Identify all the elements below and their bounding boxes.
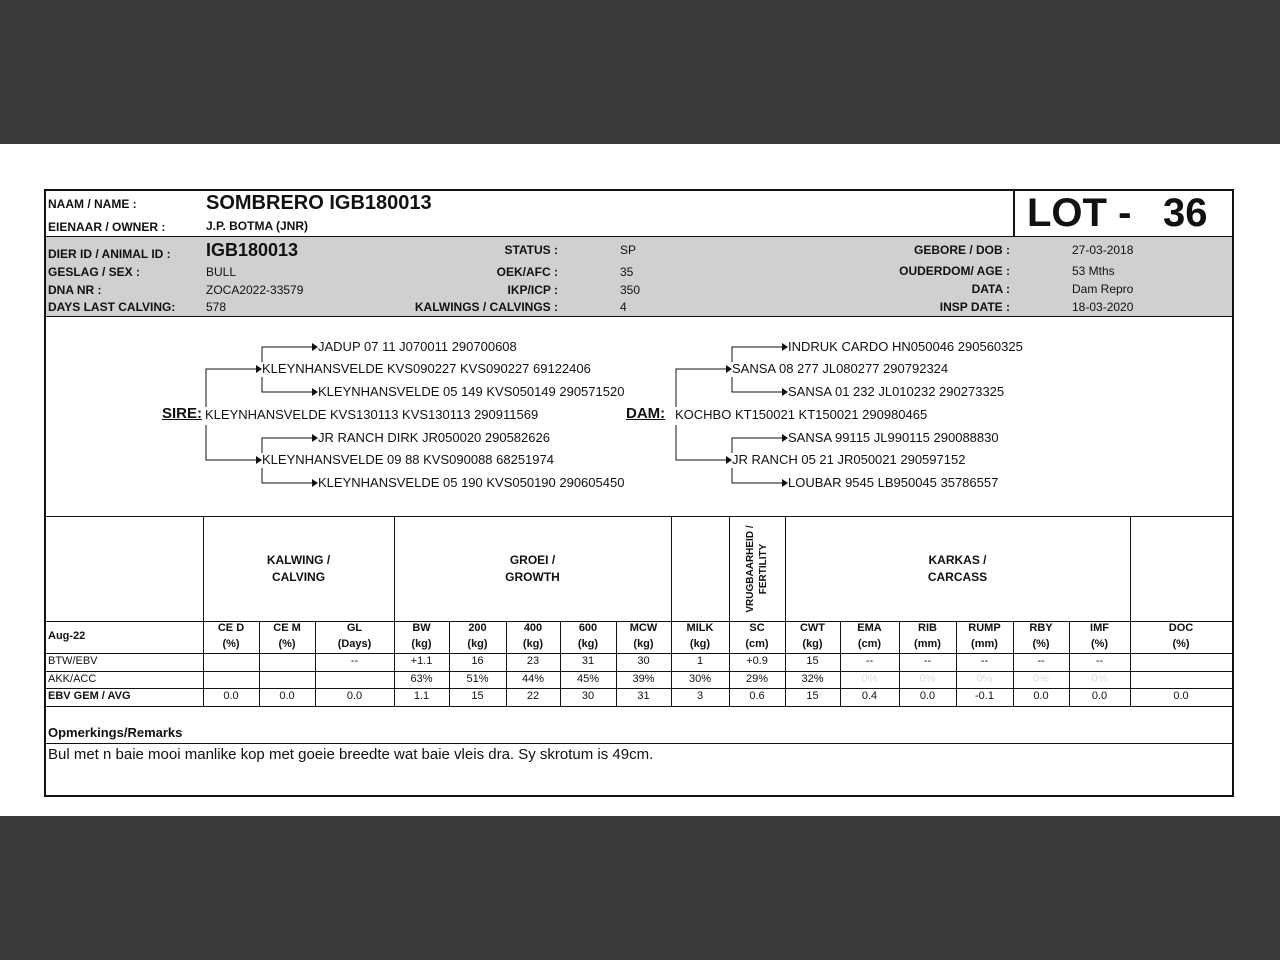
table-cell: 0.0 <box>1091 690 1108 702</box>
table-cell: 45% <box>576 673 600 685</box>
age-value: 53 Mths <box>1072 264 1115 278</box>
column-name: DOC <box>1168 622 1194 634</box>
sire-label: SIRE: <box>162 405 203 422</box>
group-calving <box>203 552 394 586</box>
column-name: RIB <box>918 622 937 634</box>
row-label-ebv: BTW/EBV <box>48 655 98 667</box>
column-name: 200 <box>468 622 487 634</box>
table-cell: 0.0 <box>1033 690 1049 702</box>
column-header-sc <box>729 620 785 652</box>
table-cell: 39% <box>632 673 655 685</box>
sex-value: BULL <box>206 265 237 279</box>
table-cell: 63% <box>410 673 433 685</box>
lot-label: LOT - <box>1027 191 1132 235</box>
table-cell: 23 <box>526 655 540 667</box>
column-header-400 <box>506 620 560 652</box>
days-value: 578 <box>206 300 227 314</box>
icp-value: 350 <box>620 283 641 297</box>
table-cell: -- <box>923 655 932 667</box>
dam-sire: SANSA 08 277 JL080277 290792324 <box>732 361 949 376</box>
table-cell: 0% <box>919 673 936 685</box>
table-cell: 51% <box>466 673 489 685</box>
sire-sire-dam: KLEYNHANSVELDE 05 149 KVS050149 290571520 <box>318 384 625 399</box>
column-unit: (Days) <box>337 638 372 650</box>
column-header-cwt <box>785 620 840 652</box>
group-fertility-line1: VRUGBAARHEID / <box>745 525 756 613</box>
table-cell: 0% <box>1091 673 1108 685</box>
column-name: 400 <box>523 622 543 634</box>
table-cell: 0% <box>861 673 878 685</box>
ebv-table <box>46 516 1232 707</box>
table-cell: -- <box>1037 655 1045 667</box>
status-value: SP <box>620 243 637 257</box>
table-cell: 0.0 <box>1173 690 1189 702</box>
table-cell: 0.6 <box>749 690 765 702</box>
column-name: MCW <box>629 622 658 634</box>
animal-id-label: DIER ID / ANIMAL ID : <box>48 247 171 261</box>
table-cell: 30 <box>581 690 595 702</box>
column-name: MILK <box>686 622 714 634</box>
column-name: CE M <box>273 622 301 634</box>
dam-dam: JR RANCH 05 21 JR050021 290597152 <box>732 452 966 467</box>
pedigree-section <box>46 317 1232 516</box>
name-label: NAAM / NAME : <box>48 197 137 211</box>
column-unit: (%) <box>222 638 240 650</box>
column-header-bw <box>394 620 449 652</box>
table-cell: 0.0 <box>223 690 239 702</box>
table-cell: 3 <box>696 690 704 702</box>
dob-value: 27-03-2018 <box>1072 243 1134 257</box>
header-section <box>46 191 1232 237</box>
insp-value: 18-03-2020 <box>1072 300 1134 314</box>
sire: KLEYNHANSVELDE KVS130113 KVS130113 290911569 <box>205 407 539 422</box>
sire-dam: KLEYNHANSVELDE 09 88 KVS090088 68251974 <box>262 452 554 467</box>
table-cell: 22 <box>526 690 540 702</box>
table-cell: 16 <box>471 655 484 667</box>
column-name: RUMP <box>968 622 1001 634</box>
column-unit: (kg) <box>467 638 488 650</box>
table-cell: +0.9 <box>746 655 768 667</box>
dam-sire-dam: SANSA 01 232 JL010232 290273325 <box>788 384 1005 399</box>
group-growth-line1: GROEI / <box>509 553 556 567</box>
sire-sire-sire: JADUP 07 11 J070011 290700608 <box>318 339 517 354</box>
column-header-ce-d <box>203 620 259 652</box>
icp-label: IKP/ICP : <box>507 283 558 297</box>
table-cell: 0% <box>1033 673 1049 685</box>
dam-dam-dam: LOUBAR 9545 LB950045 35786557 <box>788 475 999 490</box>
column-header-600 <box>560 620 616 652</box>
column-unit: (kg) <box>411 638 432 650</box>
table-cell: 32% <box>801 673 824 685</box>
table-cell: 44% <box>521 673 545 685</box>
column-name: BW <box>412 622 431 634</box>
calvings-value: 4 <box>620 300 627 314</box>
table-cell: 15 <box>471 690 484 702</box>
group-calving-line2: CALVING <box>271 570 326 584</box>
column-name: RBY <box>1029 622 1053 634</box>
dam-label: DAM: <box>626 405 666 422</box>
column-name: GL <box>346 622 363 634</box>
column-header-milk <box>671 620 729 652</box>
column-header-doc <box>1130 620 1232 652</box>
column-unit: (mm) <box>914 638 941 650</box>
lot-box <box>1013 191 1234 236</box>
owner-label: EIENAAR / OWNER : <box>48 220 166 234</box>
column-name: CE D <box>217 622 245 634</box>
animal-id-value: IGB180013 <box>206 240 299 260</box>
table-cell: -- <box>1095 655 1104 667</box>
table-cell: 0.0 <box>919 690 936 702</box>
column-header-rby <box>1013 620 1069 652</box>
sire-dam-dam: KLEYNHANSVELDE 05 190 KVS050190 290605450 <box>318 475 625 490</box>
column-unit: (kg) <box>577 638 599 650</box>
dna-value: ZOCA2022-33579 <box>206 283 304 297</box>
afc-label: OEK/AFC : <box>496 265 558 279</box>
group-divider <box>671 517 672 621</box>
column-unit: (%) <box>1090 638 1109 650</box>
table-cell: 30% <box>688 673 712 685</box>
owner-value: J.P. BOTMA (JNR) <box>206 219 309 233</box>
column-header-ema <box>840 620 899 652</box>
afc-value: 35 <box>620 265 634 279</box>
group-carcass-line2: CARCASS <box>927 570 988 584</box>
data-label: DATA : <box>971 282 1010 296</box>
period-label: Aug-22 <box>48 630 86 642</box>
dam-sire-sire: INDRUK CARDO HN050046 290560325 <box>788 339 1023 354</box>
insp-label: INSP DATE : <box>939 300 1010 314</box>
column-unit: (kg) <box>802 638 823 650</box>
sire-dam-sire: JR RANCH DIRK JR050020 290582626 <box>318 430 550 445</box>
group-divider <box>785 517 786 621</box>
table-cell: 15 <box>806 690 819 702</box>
column-name: EMA <box>857 622 882 634</box>
group-calving-line1: KALWING / <box>266 553 331 567</box>
group-fertility-line2: FERTILITY <box>758 543 769 595</box>
table-cell: -- <box>980 655 989 667</box>
table-cell: -0.1 <box>975 690 994 702</box>
table-cell: 0.4 <box>861 690 878 702</box>
animal-info-section <box>46 237 1232 317</box>
row-label-acc: AKK/ACC <box>48 673 97 685</box>
remarks-divider <box>46 743 1232 744</box>
table-cell: 30 <box>637 655 650 667</box>
column-unit: (%) <box>1172 638 1190 650</box>
column-name: CWT <box>799 622 826 634</box>
column-header-rump <box>956 620 1013 652</box>
row-label-avg: EBV GEM / AVG <box>48 690 131 702</box>
group-growth-line2: GROWTH <box>505 570 560 584</box>
group-divider <box>1130 517 1131 621</box>
column-unit: (cm) <box>857 638 882 650</box>
table-cell: 0% <box>976 673 993 685</box>
column-unit: (kg) <box>633 638 654 650</box>
group-divider <box>729 517 730 621</box>
sex-label: GESLAG / SEX : <box>48 265 141 279</box>
dam: KOCHBO KT150021 KT150021 290980465 <box>675 407 928 422</box>
table-cell: -- <box>350 655 359 667</box>
group-divider <box>394 517 395 621</box>
group-carcass-line1: KARKAS / <box>928 553 987 567</box>
table-cell: +1.1 <box>410 655 433 667</box>
data-value: Dam Repro <box>1072 282 1134 296</box>
column-unit: (cm) <box>745 638 769 650</box>
remarks-heading: Opmerkings/Remarks <box>48 725 183 740</box>
table-cell: 0.0 <box>279 690 295 702</box>
days-label: DAYS LAST CALVING: <box>48 300 176 314</box>
group-divider <box>203 517 204 621</box>
column-name: 600 <box>578 622 598 634</box>
lot-number: 36 <box>1163 191 1208 235</box>
table-cell: 31 <box>637 690 650 702</box>
table-cell: 0.0 <box>346 690 363 702</box>
column-header-mcw <box>616 620 671 652</box>
column-name: IMF <box>1090 622 1109 634</box>
column-header-200 <box>449 620 506 652</box>
dam-dam-sire: SANSA 99115 JL990115 290088830 <box>788 430 999 445</box>
table-cell: 31 <box>581 655 595 667</box>
table-cell: -- <box>865 655 874 667</box>
table-cell: 29% <box>745 673 769 685</box>
status-label: STATUS : <box>504 243 558 257</box>
column-header-imf <box>1069 620 1130 652</box>
lot-card <box>44 189 1234 797</box>
column-unit: (%) <box>1032 638 1050 650</box>
calvings-label: KALWINGS / CALVINGS : <box>414 300 558 314</box>
column-unit: (kg) <box>522 638 544 650</box>
column-header-rib <box>899 620 956 652</box>
group-carcass <box>785 552 1130 586</box>
group-growth <box>394 552 671 586</box>
dob-label: GEBORE / DOB : <box>913 243 1010 257</box>
animal-name: SOMBRERO IGB180013 <box>206 192 432 214</box>
column-header-ce-m <box>259 620 315 652</box>
remarks-text: Bul met n baie mooi manlike kop met goeie breedte wat baie vleis dra. Sy skrotum is 49cm. <box>48 746 654 763</box>
table-cell: 1 <box>696 655 704 667</box>
sire-sire: KLEYNHANSVELDE KVS090227 KVS090227 69122406 <box>262 361 591 376</box>
column-unit: (mm) <box>971 638 998 650</box>
column-name: SC <box>749 622 765 634</box>
age-label: OUDERDOM/ AGE : <box>899 264 1010 278</box>
column-unit: (%) <box>278 638 296 650</box>
table-cell: 1.1 <box>413 690 430 702</box>
column-unit: (kg) <box>689 638 711 650</box>
column-header-gl <box>315 620 394 652</box>
group-fertility <box>729 517 785 621</box>
dna-label: DNA NR : <box>48 283 102 297</box>
table-cell: 15 <box>806 655 819 667</box>
